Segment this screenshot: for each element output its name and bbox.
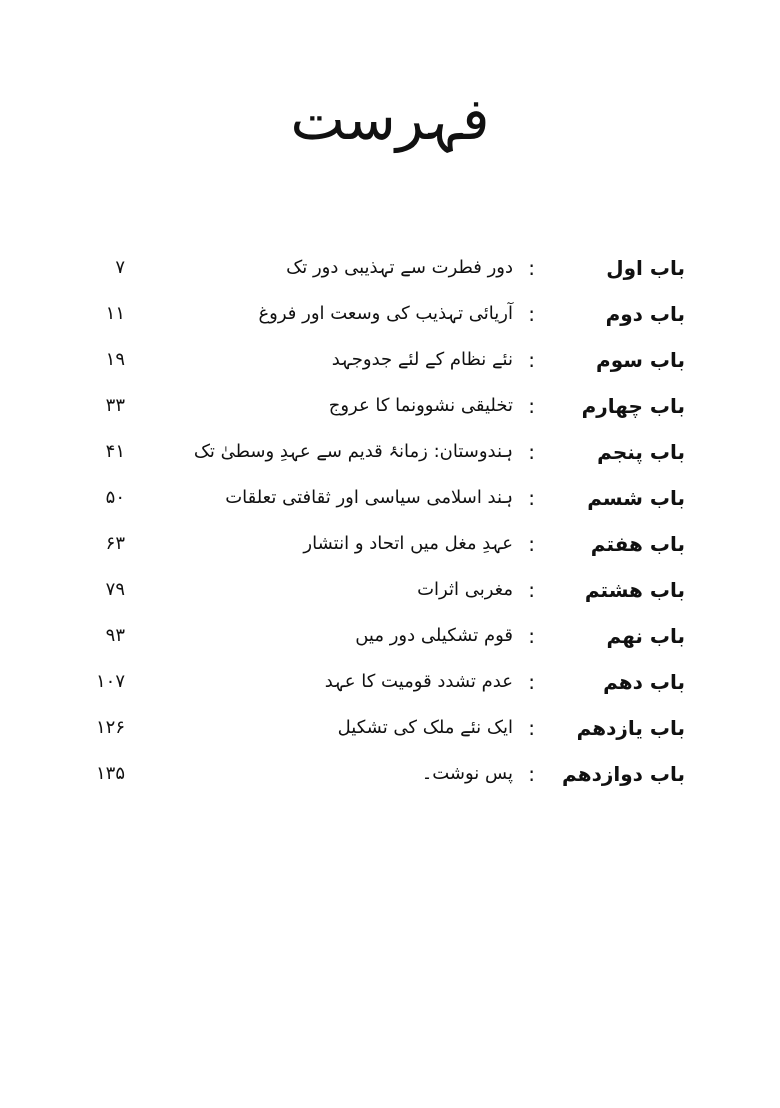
chapter-title: ہندوستان: زمانۂ قدیم سے عہدِ وسطیٰ تک (193, 441, 513, 462)
page-number: ۷ (115, 257, 125, 278)
chapter-title: عدم تشدد قومیت کا عہد (324, 671, 513, 692)
page-number: ۱۰۷ (95, 671, 125, 692)
page-title: فہرست (290, 85, 490, 153)
separator: : (528, 394, 535, 418)
toc-entry (70, 342, 685, 388)
page-number: ۱۳۵ (95, 763, 125, 784)
chapter-title: تخلیقی نشوونما کا عروج (328, 395, 513, 416)
toc-entry (70, 572, 685, 618)
separator: : (528, 716, 535, 740)
page-number: ۶۳ (105, 533, 125, 554)
separator: : (528, 348, 535, 372)
toc-entry (70, 526, 685, 572)
toc-entry (70, 388, 685, 434)
separator: : (528, 440, 535, 464)
separator: : (528, 578, 535, 602)
chapter-label: باب دھم (603, 670, 685, 694)
chapter-title: قوم تشکیلی دور میں (355, 625, 513, 646)
page-number: ۳۳ (105, 395, 125, 416)
separator: : (528, 486, 535, 510)
chapter-label: باب چھارم (581, 394, 685, 418)
separator: : (528, 624, 535, 648)
toc-entry (70, 434, 685, 480)
chapter-label: باب پنجم (597, 440, 685, 464)
page-number: ۹۳ (105, 625, 125, 646)
toc-entry (70, 756, 685, 802)
chapter-title: نئے نظام کے لئے جدوجہد (331, 349, 513, 370)
chapter-label: باب ھفتم (590, 532, 685, 556)
page-number: ۱۲۶ (95, 717, 125, 738)
chapter-title: آریائی تہذیب کی وسعت اور فروغ (258, 303, 513, 324)
chapter-label: باب نھم (606, 624, 685, 648)
page-number: ۱۱ (105, 303, 125, 324)
toc-entry (70, 710, 685, 756)
toc-entry (70, 664, 685, 710)
page-number: ۵۰ (105, 487, 125, 508)
toc-entry (70, 296, 685, 342)
chapter-label: باب یازدھم (576, 716, 685, 740)
separator: : (528, 302, 535, 326)
chapter-label: باب اول (606, 256, 685, 280)
chapter-label: باب شسم (587, 486, 685, 510)
separator: : (528, 670, 535, 694)
chapter-label: باب دوم (605, 302, 685, 326)
chapter-title: مغربی اثرات (417, 579, 513, 600)
chapter-title: ایک نئے ملک کی تشکیل (337, 717, 513, 738)
table-of-contents (70, 250, 685, 802)
chapter-title: پس نوشت۔ (421, 763, 513, 784)
separator: : (528, 762, 535, 786)
toc-entry (70, 618, 685, 664)
chapter-label: باب دوازدھم (562, 762, 685, 786)
separator: : (528, 532, 535, 556)
chapter-title: عہدِ مغل میں اتحاد و انتشار (303, 533, 513, 554)
chapter-title: ہند اسلامی سیاسی اور ثقافتی تعلقات (225, 487, 513, 508)
page-number: ۴۱ (105, 441, 125, 462)
page-number: ۷۹ (105, 579, 125, 600)
page-number: ۱۹ (105, 349, 125, 370)
chapter-label: باب سوم (596, 348, 685, 372)
chapter-label: باب ھشتم (584, 578, 685, 602)
chapter-title: دور فطرت سے تہذیبی دور تک (286, 257, 513, 278)
toc-entry (70, 480, 685, 526)
separator: : (528, 256, 535, 280)
toc-entry (70, 250, 685, 296)
